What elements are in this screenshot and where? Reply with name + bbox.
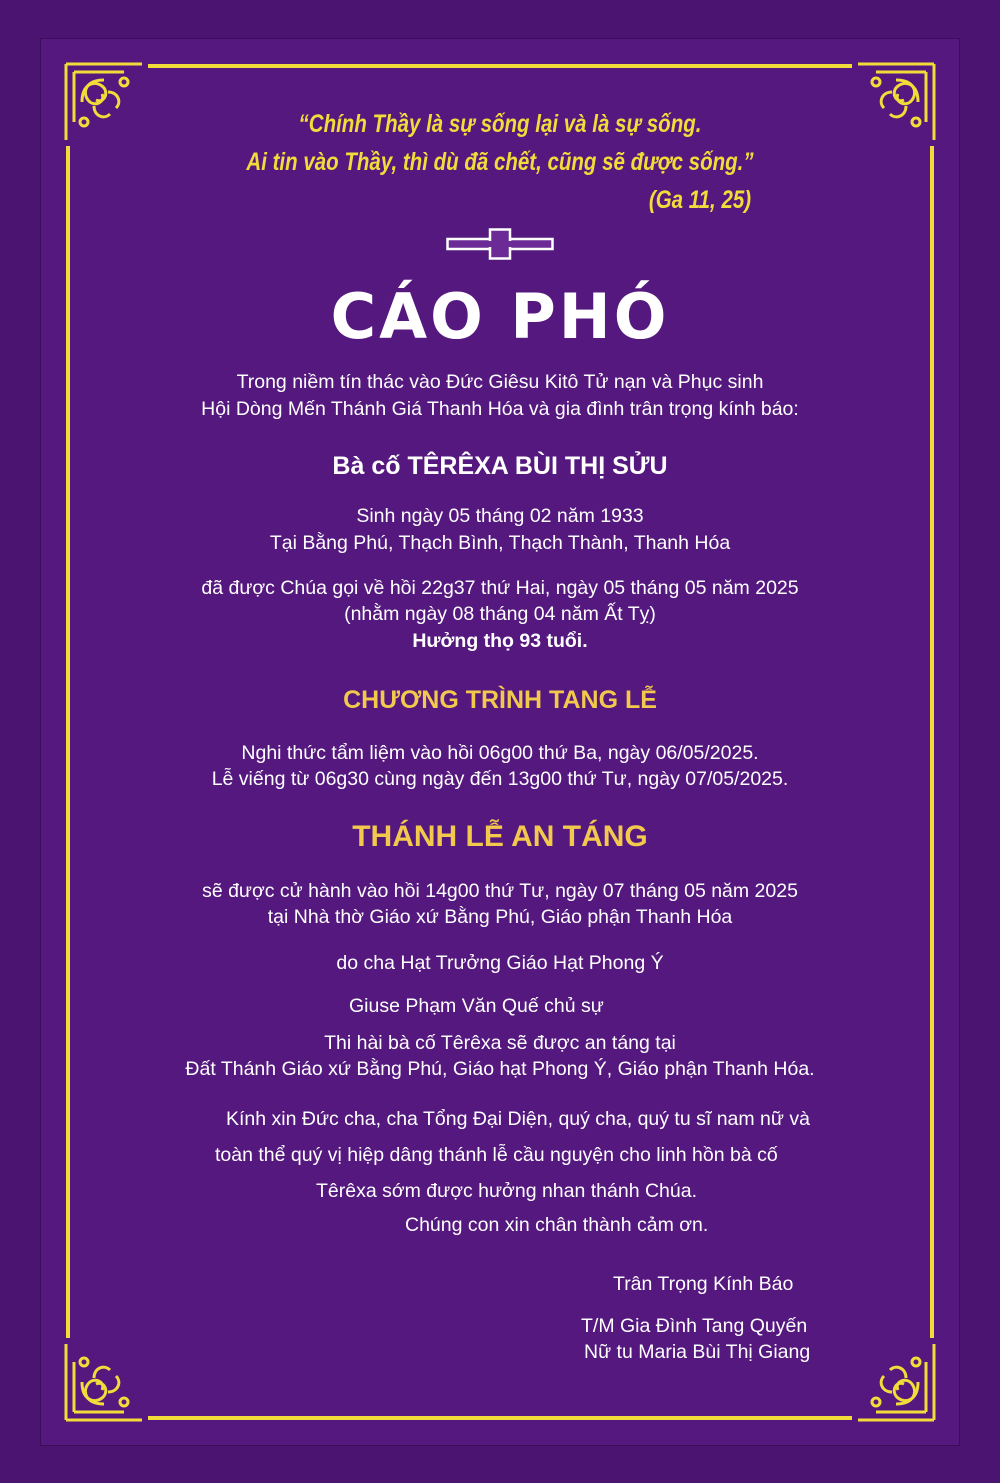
funeral-program-heading: CHƯƠNG TRÌNH TANG LỄ xyxy=(343,686,657,714)
lunar-date: (nhằm ngày 08 tháng 04 năm Ất Tỵ) xyxy=(344,603,656,625)
burial-mass-heading: THÁNH LỄ AN TÁNG xyxy=(352,820,648,853)
corner-ornament-icon xyxy=(64,1342,144,1422)
burial-mass-line-1: sẽ được cử hành vào hồi 14g00 thứ Tư, ngày 07 tháng 05 năm 2025 xyxy=(202,880,798,902)
request-line-2: toàn thể quý vị hiệp dâng thánh lễ cầu nguyện cho linh hồn bà cố xyxy=(215,1144,778,1166)
birth-date: Sinh ngày 05 tháng 02 năm 1933 xyxy=(356,505,644,527)
request-line-3: Têrêxa sớm được hưởng nhan thánh Chúa. xyxy=(316,1180,698,1202)
frame-top-line xyxy=(148,64,852,68)
page-title: CÁO PHÓ xyxy=(330,280,670,353)
request-line-4: Chúng con xin chân thành cảm ơn. xyxy=(405,1214,709,1236)
burial-line-1: Thi hài bà cố Têrêxa sẽ được an táng tại xyxy=(324,1032,676,1054)
quote-line-2: Ai tin vào Thầy, thì dù đã chết, cũng sẽ được sống.” xyxy=(246,148,754,176)
closing-line: Trân Trọng Kính Báo xyxy=(613,1273,794,1295)
burial-line-2: Đất Thánh Giáo xứ Bằng Phú, Giáo hạt Phong Ý, Giáo phận Thanh Hóa. xyxy=(185,1058,815,1080)
funeral-program-line-2: Lễ viếng từ 06g30 cùng ngày đến 13g00 thứ Tư, ngày 07/05/2025. xyxy=(211,768,789,790)
death-info: đã được Chúa gọi về hồi 22g37 thứ Hai, ngày 05 tháng 05 năm 2025 xyxy=(201,577,799,599)
corner-ornament-icon xyxy=(856,1342,936,1422)
frame-bottom-line xyxy=(148,1416,852,1420)
burial-mass-line-2: tại Nhà thờ Giáo xứ Bằng Phú, Giáo phận Thanh Hóa xyxy=(267,906,733,928)
quote-line-1: “Chính Thầy là sự sống lại và là sự sống. xyxy=(298,110,702,138)
presider-line-1: do cha Hạt Trưởng Giáo Hạt Phong Ý xyxy=(336,952,664,974)
funeral-program-line-1: Nghi thức tẩm liệm vào hồi 06g00 thứ Ba, ngày 06/05/2025. xyxy=(241,742,759,764)
intro-line-2: Hội Dòng Mến Thánh Giá Thanh Hóa và gia đình trân trọng kính báo: xyxy=(201,398,799,420)
birth-place: Tại Bằng Phú, Thạch Bình, Thạch Thành, Thanh Hóa xyxy=(269,532,731,554)
quote-reference: (Ga 11, 25) xyxy=(648,186,752,214)
request-line-1: Kính xin Đức cha, cha Tổng Đại Diện, quý cha, quý tu sĩ nam nữ và xyxy=(226,1108,810,1130)
intro-line-1: Trong niềm tín thác vào Đức Giêsu Kitô Tử nạn và Phục sinh xyxy=(236,371,764,393)
presider-line-2: Giuse Phạm Văn Quế chủ sự xyxy=(349,995,604,1017)
age: Hưởng thọ 93 tuổi. xyxy=(412,630,588,652)
cross-icon xyxy=(446,228,554,260)
on-behalf-line: T/M Gia Đình Tang Quyến xyxy=(581,1315,808,1337)
signer-name: Nữ tu Maria Bùi Thị Giang xyxy=(584,1341,811,1363)
deceased-name: Bà cố TÊRÊXA BÙI THỊ SỬU xyxy=(332,452,668,480)
